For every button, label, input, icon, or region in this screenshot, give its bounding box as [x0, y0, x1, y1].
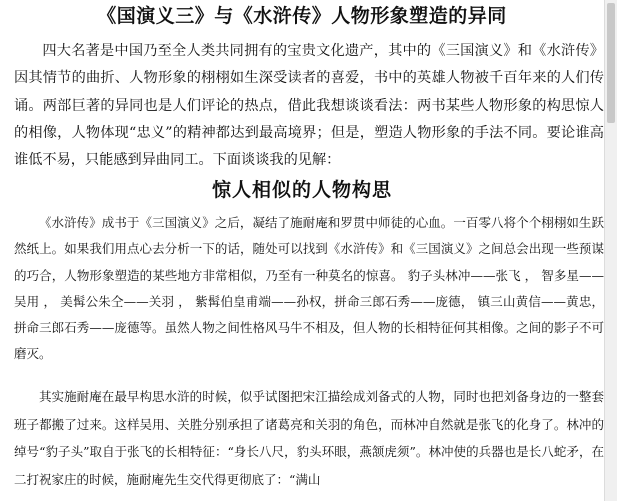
vertical-scrollbar[interactable]: [604, 0, 617, 501]
intro-paragraph: 四大名著是中国乃至全人类共同拥有的宝贵文化遗产，其中的《三国演义》和《水浒传》因其情节的曲折、人物形象的栩栩如生深受读者的喜爱，书中的英雄人物被千百年来的人们传诵。两部巨著的异同也是人们评论的热点，借此我想谈谈看法：两书某些人物形象的构思惊人的相像，人物体现“忠义”的精神都达到最高境界；但是，塑造人物形象的手法不同。要论谁高谁低不易，只能感到异曲同工。下面谈谈我的见解：: [14, 43, 604, 169]
document-title: 《国演义三》与《水浒传》人物形象塑造的异同: [97, 5, 507, 27]
section-title: 惊人相似的人物构思: [211, 179, 392, 201]
section-paragraph-1: 《水浒传》成书于《三国演义》之后，凝结了施耐庵和罗贯中师徒的心血。一百零八将个个栩栩如生跃然纸上。如果我们用点心去分析一下的话，随处可以找到《水浒传》和《三国演义》之间总会出现一些预谋的巧合，人物形象塑造的某些地方非常相似，乃至有一种莫名的惊喜。 豹子头林冲——张飞 ， 智多星——吴用 ， 美髯公朱仝——关羽 ， 紫髯伯皇甫端——孙权，拼命三郎石秀——庞德， 镇三山黄信——黄忠，拼命三郎石秀——庞德等。虽然人物之间性格风马牛不相及，但人物的长相特征何其相像。之间的影子不可磨灭。: [14, 215, 604, 362]
section-paragraph-2: 其实施耐庵在最早构思水浒的时候，似乎试图把宋江描绘成刘备式的人物，同时也把刘备身边的一整套班子都搬了过来。这样吴用、关胜分别承担了诸葛亮和关羽的角色，而林冲自然就是张飞的化身了。林冲的绰号“豹子头”取自于张飞的长相特征：“身长八尺，豹头环眼，燕颔虎须”。林冲使的兵器也是长八蛇矛，在二打祝家庄的时候，施耐庵先生交代得更彻底了：“满山: [14, 389, 604, 487]
scrollbar-thumb[interactable]: [607, 3, 615, 123]
